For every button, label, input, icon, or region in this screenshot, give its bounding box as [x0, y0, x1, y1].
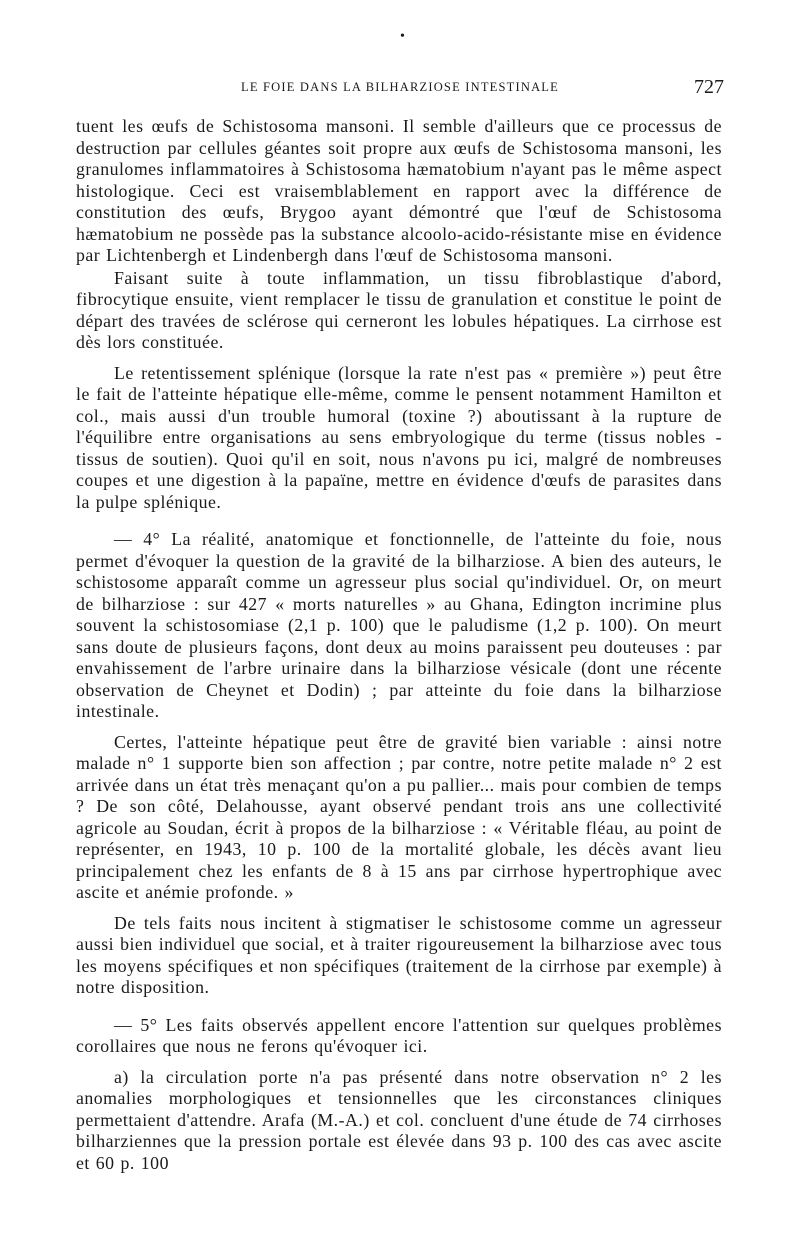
paragraph-fibroblastic-tissue: Faisant suite à toute inflammation, un tissu fibroblastique d'abord, fibrocytique ensuite, vient remplacer le tissu de granulation et constitue le point de départ des travées de sclérose qui cerneront les lobules hépatiques. La cirrhose est dès lors constituée.	[76, 267, 722, 352]
paragraph-hepatic-severity: Certes, l'atteinte hépatique peut être de gravité bien variable : ainsi notre malade n° 1 supporte bien son affection ; par contre, notre petite malade n° 2 est arrivée dans un état très menaçant qu'on a pu pallier... mais pour combien de temps ? De son côté, Delahousse, ayant observé pendant trois ans une collectivité agricole au Soudan, écrit à propos de la bilharziose : « Véritable fléau, au point de représenter, en 1943, 10 p. 100 de la mortalité globale, les décès avant lieu principalement chez les enfants de 8 à 15 ans par cirrhose hypertrophique avec ascite et anémie profonde. »	[76, 731, 722, 902]
page-number: 727	[694, 76, 724, 98]
paragraph-point-5-corollaries: — 5° Les faits observés appellent encore l'attention sur quelques problèmes corollaires que nous ne ferons qu'évoquer ici.	[76, 1014, 722, 1056]
page-header	[76, 76, 724, 102]
paragraph-eggs-destruction: tuent les œufs de Schistosoma mansoni. Il semble d'ailleurs que ce processus de destruction par cellules géantes soit propre aux œufs de Schistosoma mansoni, les granulomes inflammatoires à Schistosoma hæmatobium n'ayant pas le même aspect histologique. Ceci est vraisemblablement en rapport avec la différence de constitution des œufs, Brygoo ayant démontré que l'œuf de Schistosoma hæmatobium ne possède pas la substance alcoolo-acido-résistante mise en évidence par Lichtenbergh et Lindenbergh dans l'œuf de Schistosoma mansoni.	[76, 116, 722, 265]
paragraph-point-4-gravity: — 4° La réalité, anatomique et fonctionnelle, de l'atteinte du foie, nous permet d'évoquer la question de la gravité de la bilharziose. A bien des auteurs, le schistosome apparaît comme un agresseur plus social qu'individuel. Or, on meurt de bilharziose : sur 427 « morts naturelles » au Ghana, Edington incrimine plus souvent la schistosomiase (2,1 p. 100) que le paludisme (1,2 p. 100). On meurt sans doute de plusieurs façons, dont deux au moins paraissent peu douteuses : par envahissement de l'arbre urinaire dans la bilharziose vésicale (dont une récente observation de Cheynet et Dodin) ; par atteinte du foie dans la bilharziose intestinale.	[76, 529, 722, 721]
article-body	[76, 116, 722, 1174]
running-title: LE FOIE DANS LA BILHARZIOSE INTESTINALE	[241, 80, 559, 94]
paragraph-stigmatize-schistosome: De tels faits nous incitent à stigmatiser le schistosome comme un agresseur aussi bien individuel que social, et à traiter rigoureusement la bilharziose avec tous les moyens spécifiques et non spécifiques (traitement de la cirrhose par exemple) à notre disposition.	[76, 912, 722, 997]
paragraph-splenic-impact: Le retentissement splénique (lorsque la rate n'est pas « première ») peut être le fait de l'atteinte hépatique elle-même, comme le pensent notamment Hamilton et col., mais aussi d'un trouble humoral (toxine ?) aboutissant à la rupture de l'équilibre entre organisations au sens embryologique du terme (tissus nobles - tissus de soutien). Quoi qu'il en soit, nous n'avons pu ici, malgré de nombreuses coupes et une digestion à la papaïne, mettre en évidence d'œufs de parasites dans la pulpe splénique.	[76, 362, 722, 512]
top-mark: •	[400, 29, 405, 44]
paragraph-portal-circulation: a) la circulation porte n'a pas présenté dans notre observation n° 2 les anomalies morphologiques et tensionnelles que les circonstances cliniques permettaient d'attendre. Arafa (M.-A.) et col. concluent d'une étude de 74 cirrhoses bilharziennes que la pression portale est élevée dans 93 p. 100 des cas avec ascite et 60 p. 100	[76, 1066, 722, 1173]
